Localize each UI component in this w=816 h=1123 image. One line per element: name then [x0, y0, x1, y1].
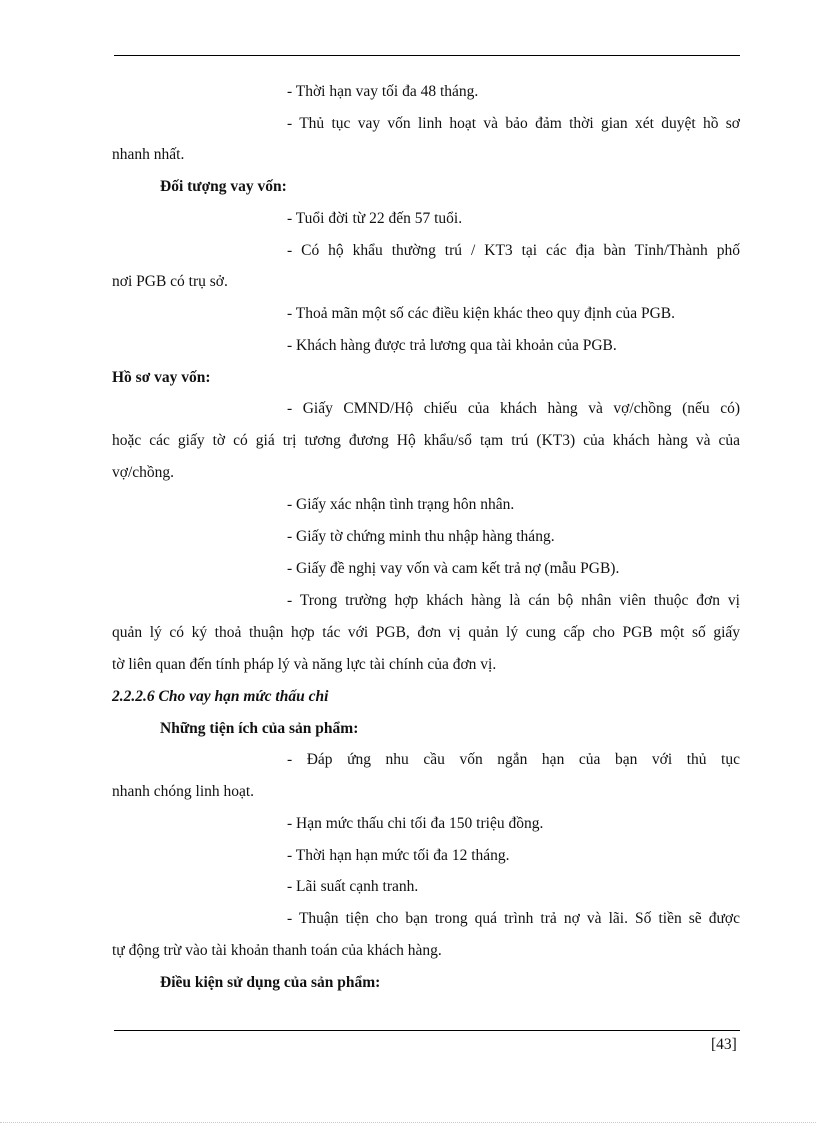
text-line: nhanh chóng linh hoạt. [112, 783, 255, 800]
text-line: - Thoả mãn một số các điều kiện khác theo quy định của PGB. [287, 305, 675, 322]
heading: Hồ sơ vay vốn: [112, 369, 211, 386]
text-line: - Trong trường hợp khách hàng là cán bộ nhân viên thuộc đơn vị [287, 592, 740, 609]
subheading: Đối tượng vay vốn: [160, 178, 287, 195]
text-line: - Thủ tục vay vốn linh hoạt và bảo đảm thời gian xét duyệt hồ sơ [287, 115, 740, 132]
section-title: 2.2.2.6 Cho vay hạn mức thấu chi [112, 688, 329, 705]
text-line: vợ/chồng. [112, 464, 175, 481]
text-line: - Giấy đề nghị vay vốn và cam kết trả nợ (mẫu PGB). [287, 560, 620, 577]
page-number: [43] [711, 1036, 737, 1053]
subheading: Những tiện ích của sản phẩm: [160, 720, 359, 737]
text-line: - Thời hạn hạn mức tối đa 12 tháng. [287, 847, 510, 864]
text-line: - Có hộ khẩu thường trú / KT3 tại các địa bàn Tỉnh/Thành phố [287, 242, 740, 259]
header-rule [114, 55, 740, 56]
text-line: hoặc các giấy tờ có giá trị tương đương Hộ khẩu/sổ tạm trú (KT3) của khách hàng và của [112, 432, 740, 449]
text-line: tờ liên quan đến tính pháp lý và năng lực tài chính của đơn vị. [112, 656, 497, 673]
text-line: - Thời hạn vay tối đa 48 tháng. [287, 83, 479, 100]
subheading: Điều kiện sử dụng của sản phẩm: [160, 974, 381, 991]
text-line: quản lý có ký thoả thuận hợp tác với PGB, đơn vị quản lý cung cấp cho PGB một số giấy [112, 624, 740, 641]
footer-rule [114, 1030, 740, 1031]
text-line: - Đáp ứng nhu cầu vốn ngắn hạn của bạn với thủ tục [287, 751, 740, 768]
text-line: - Giấy CMND/Hộ chiếu của khách hàng và vợ/chồng (nếu có) [287, 400, 740, 417]
text-line: - Thuận tiện cho bạn trong quá trình trả nợ và lãi. Số tiền sẽ được [287, 910, 740, 927]
text-line: - Lãi suất cạnh tranh. [287, 878, 419, 895]
text-line: - Khách hàng được trả lương qua tài khoản của PGB. [287, 337, 617, 354]
text-line: - Giấy tờ chứng minh thu nhập hàng tháng. [287, 528, 555, 545]
text-line: - Hạn mức thấu chi tối đa 150 triệu đồng. [287, 815, 544, 832]
text-line: nơi PGB có trụ sở. [112, 273, 228, 290]
text-line: nhanh nhất. [112, 146, 185, 163]
text-line: tự động trừ vào tài khoản thanh toán của khách hàng. [112, 942, 442, 959]
text-line: - Tuổi đời từ 22 đến 57 tuổi. [287, 210, 463, 227]
text-line: - Giấy xác nhận tình trạng hôn nhân. [287, 496, 515, 513]
